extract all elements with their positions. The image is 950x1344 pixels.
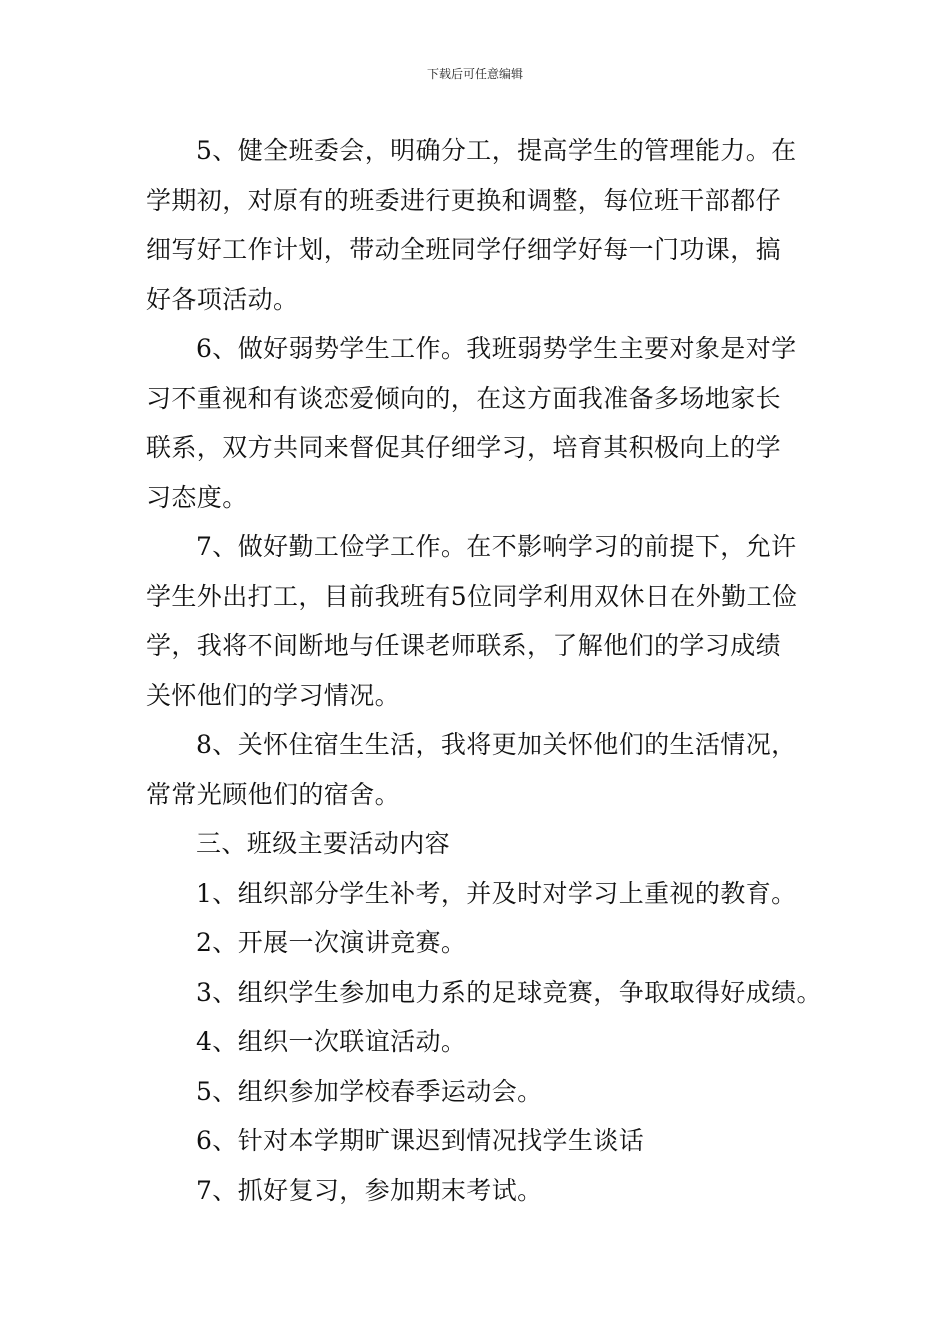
- paragraph-line: 细写好工作计划，带动全班同学仔细学好每一门功课，搞: [146, 235, 782, 264]
- paragraph-item-6: [146, 324, 810, 522]
- paragraph-line: 习态度。: [146, 482, 248, 512]
- page-header: 下载后可任意编辑: [426, 67, 523, 81]
- list-item: 3、组织学生参加电力系的足球竞赛，争取取得好成绩。: [196, 977, 822, 1007]
- list-item: 2、开展一次演讲竞赛。: [196, 928, 467, 957]
- paragraph-item-8: [146, 720, 810, 819]
- list-item: 4、组织一次联谊活动。: [196, 1027, 467, 1056]
- paragraph-line: 关怀他们的学习情况。: [146, 680, 401, 710]
- list-item: 7、抓好复习，参加期末考试。: [196, 1175, 543, 1205]
- paragraph-line: 好各项活动。: [146, 284, 299, 314]
- list-item: 5、组织参加学校春季运动会。: [196, 1076, 543, 1106]
- paragraph-item-7: [146, 522, 810, 720]
- paragraph-line: 7、做好勤工俭学工作。在不影响学习的前提下，允许: [196, 532, 797, 561]
- document-body: [146, 126, 822, 1215]
- paragraph-line: 6、做好弱势学生工作。我班弱势学生主要对象是对学: [196, 334, 797, 363]
- paragraph-line: 学生外出打工，目前我班有5位同学利用双休日在外勤工俭: [146, 581, 798, 611]
- paragraph-line: 5、健全班委会，明确分工，提高学生的管理能力。在: [196, 136, 797, 165]
- paragraph-line: 学，我将不间断地与任课老师联系，了解他们的学习成绩: [146, 631, 782, 660]
- list-item: 6、针对本学期旷课迟到情况找学生谈话: [196, 1126, 645, 1155]
- section-heading: 三、班级主要活动内容: [196, 829, 451, 858]
- paragraph-line: 习不重视和有谈恋爱倾向的，在这方面我准备多场地家长: [146, 383, 782, 413]
- paragraph-item-5: [146, 126, 810, 324]
- paragraph-line: 联系，双方共同来督促其仔细学习，培育其积极向上的学: [146, 433, 782, 462]
- paragraph-line: 常常光顾他们的宿舍。: [146, 779, 401, 809]
- list-item: 1、组织部分学生补考，并及时对学习上重视的教育。: [196, 878, 797, 908]
- paragraph-line: 学期初，对原有的班委进行更换和调整，每位班干部都仔: [146, 185, 782, 215]
- paragraph-line: 8、关怀住宿生生活，我将更加关怀他们的生活情况，: [196, 730, 797, 759]
